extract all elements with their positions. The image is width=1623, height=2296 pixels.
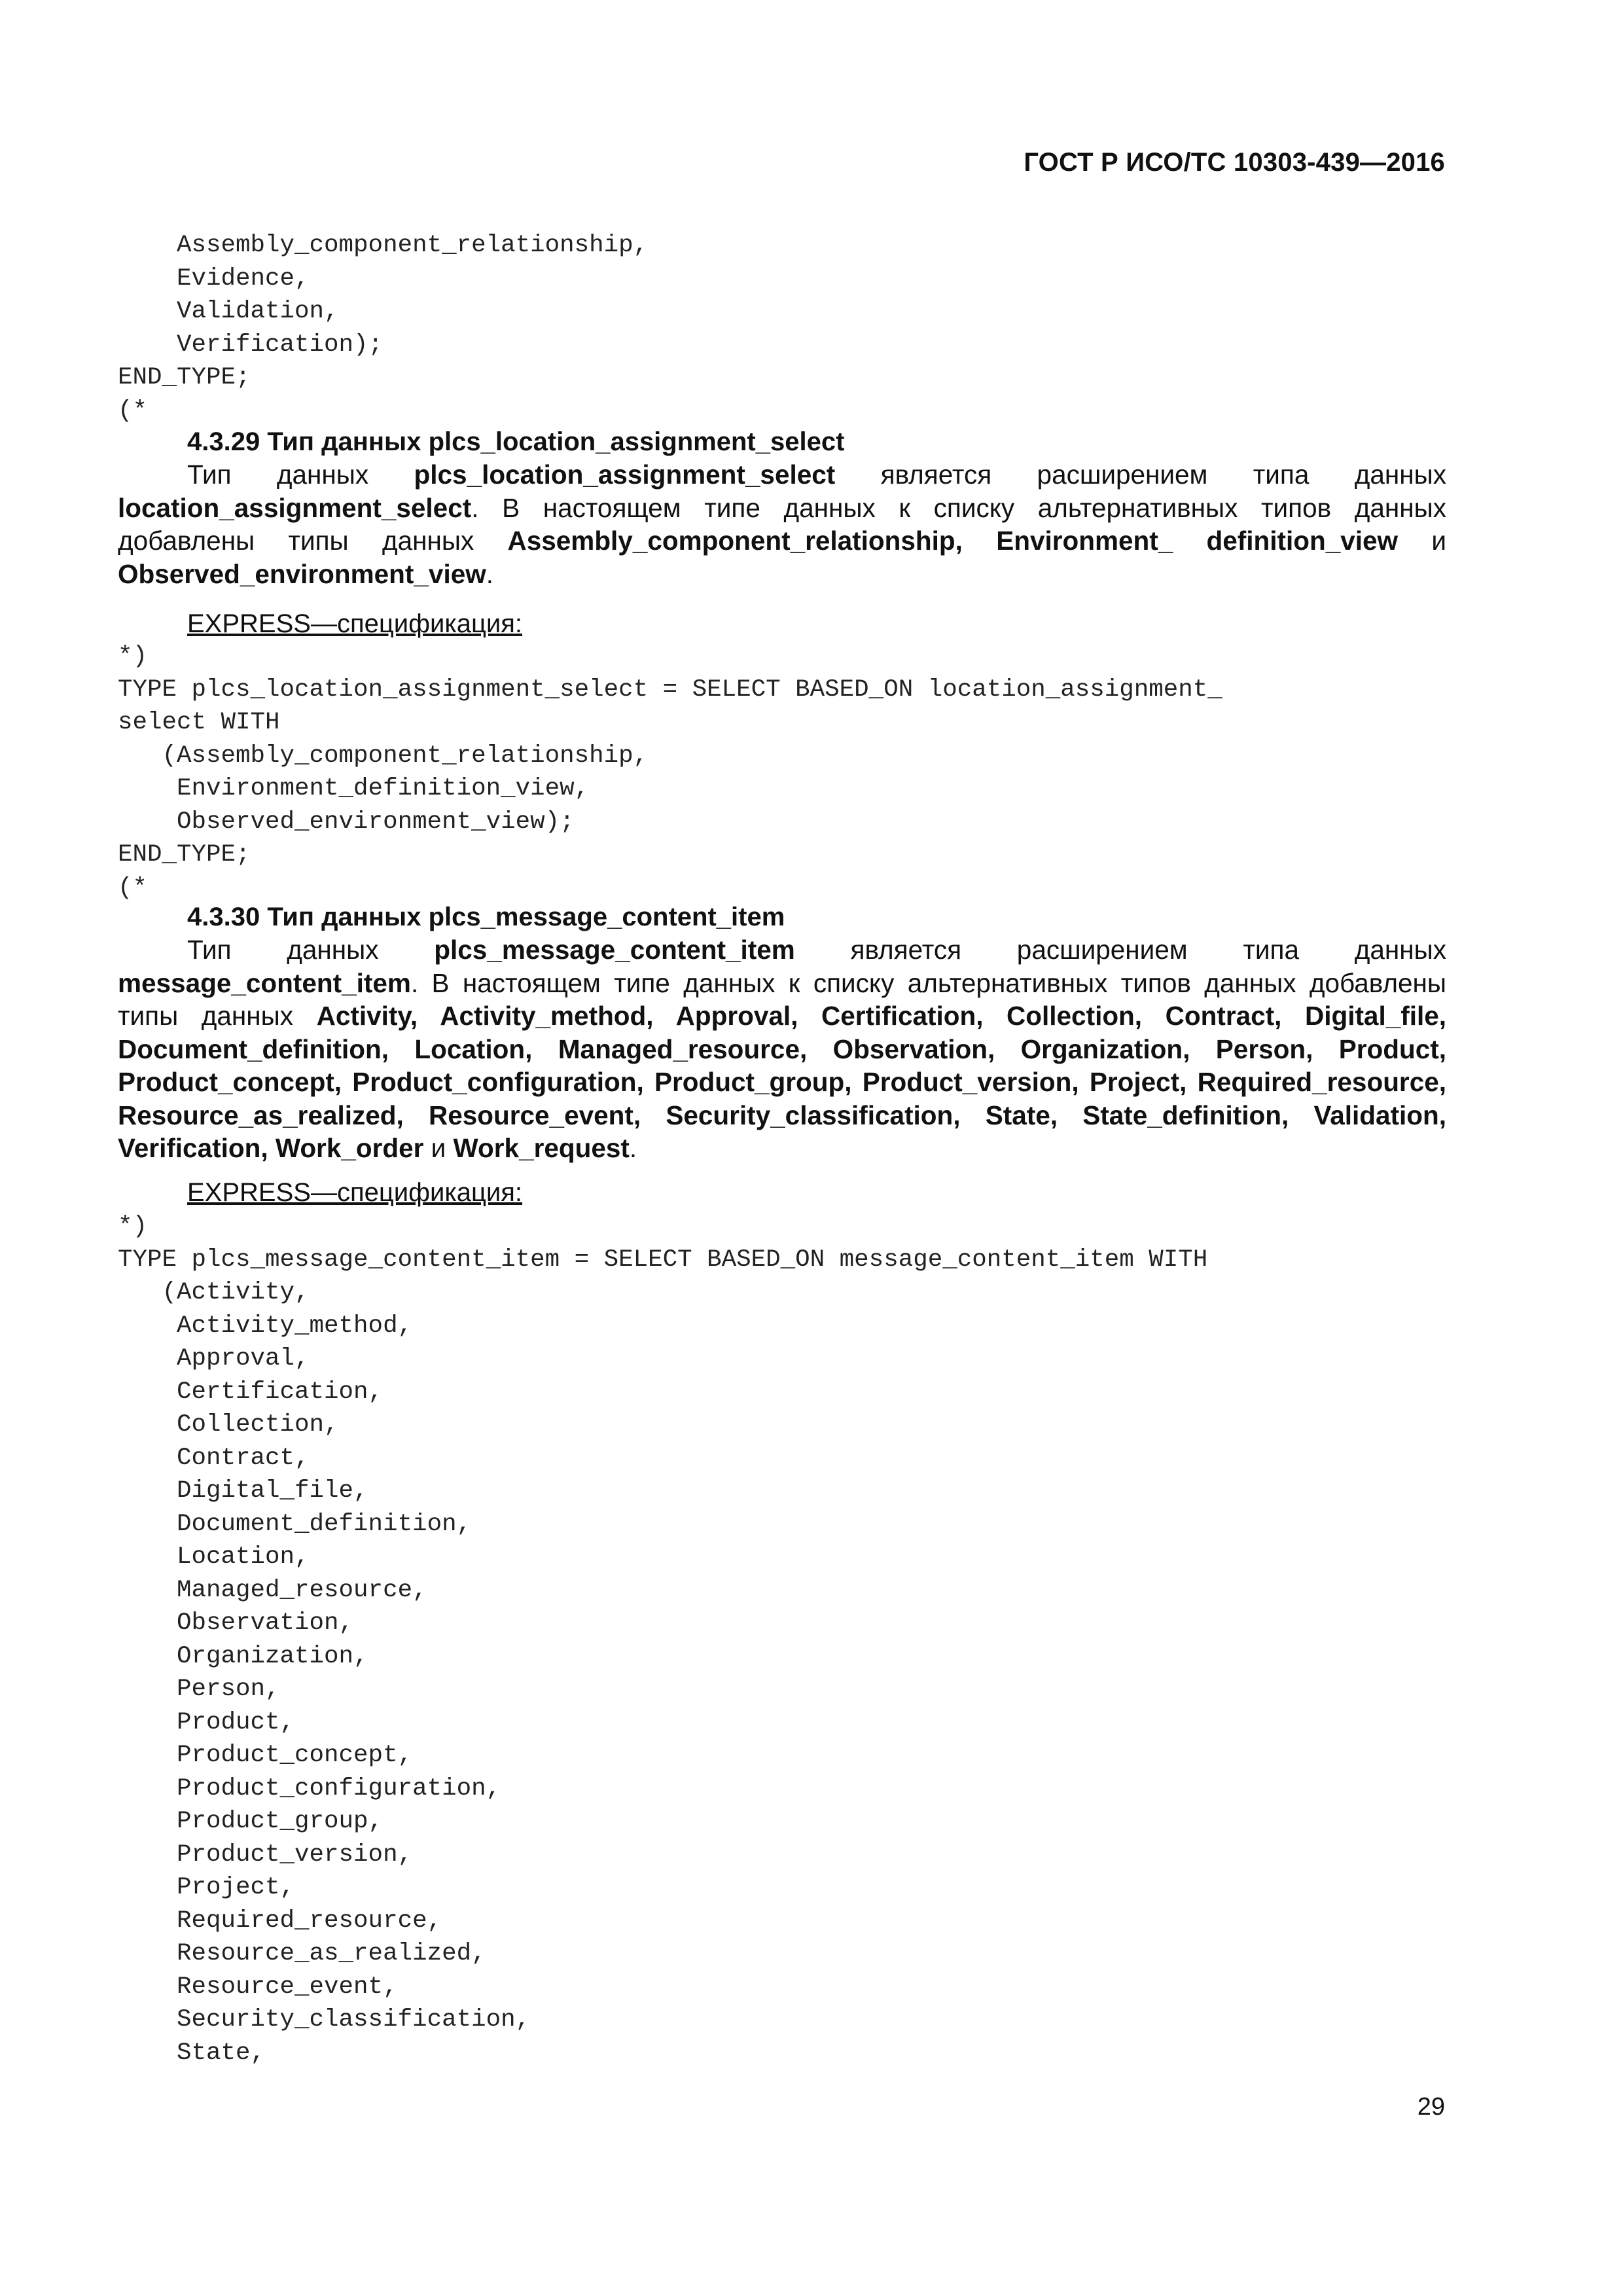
code-line: Evidence, (118, 264, 310, 293)
code-line: Required_resource, (118, 1907, 442, 1935)
code-line: Digital_file, (118, 1477, 368, 1505)
code-line: Certification, (118, 1378, 383, 1406)
express-spec-label: EXPRESS—спецификация: (187, 609, 523, 638)
page-number: 29 (1417, 2093, 1445, 2121)
code-line: TYPE plcs_message_content_item = SELECT BASED_ON message_content_item WITH (118, 1246, 1208, 1274)
code-line: Observation, (118, 1609, 354, 1637)
code-line: Document_definition, (118, 1510, 472, 1538)
code-line: Activity_method, (118, 1312, 413, 1340)
code-line: Assembly_component_relationship, (118, 232, 649, 259)
section-paragraph-4-3-30: Тип данных plcs_message_content_item является расширением типа данных message_content_item. В настоящем типе данных к списку альтернативных типов данных добавлены типы данных Activity, Activity_method, Approval, Certification, Collection, Contract, Digital_file, Document_definition, Location, Managed_resource, Observation, Organization, Person, Product, Product_concept, Product_configuration, Product_group, Product_version, Project, Required_resource, Resource_as_realized, Resource_event, Security_classification, State, State_definition, Validation, Verification, Work_order и Work_request. (118, 935, 1446, 1163)
code-line: TYPE plcs_location_assignment_select = SELECT BASED_ON location_assignment_ (118, 675, 1222, 704)
code-line: Validation, (118, 298, 339, 325)
code-line: Observed_environment_view); (118, 808, 575, 836)
code-line: Product_group, (118, 1808, 383, 1835)
code-line: (Activity, (118, 1279, 310, 1306)
code-line: Contract, (118, 1444, 310, 1472)
section-heading-4-3-29: 4.3.29 Тип данных plcs_location_assignment_select (187, 427, 845, 456)
code-line: (Assembly_component_relationship, (118, 742, 649, 770)
code-line: Person, (118, 1676, 280, 1703)
section-paragraph-4-3-29: Тип данных plcs_location_assignment_select является расширением типа данных location_assignment_select. В настоящем типе данных к списку альтернативных типов данных добавлены типы данных Assembly_component_relationship, Environment_ definition_view и Observed_environment_view. (118, 459, 1446, 589)
code-line: Organization, (118, 1642, 368, 1670)
code-line: Collection, (118, 1411, 339, 1439)
code-line: Managed_resource, (118, 1576, 427, 1604)
code-line: Project, (118, 1874, 295, 1901)
code-line: select WITH (118, 709, 280, 736)
code-line: Verification); (118, 331, 383, 359)
code-line: Product_concept, (118, 1742, 413, 1769)
code-block-1 (118, 229, 648, 427)
code-block-3 (118, 1210, 1207, 2070)
code-line: *) (118, 1213, 148, 1240)
code-line: Resource_as_realized, (118, 1940, 486, 1967)
code-line: Product_version, (118, 1840, 413, 1869)
code-line: Product_configuration, (118, 1774, 501, 1803)
section-heading-4-3-30: 4.3.30 Тип данных plcs_message_content_item (187, 903, 785, 931)
code-line: Resource_event, (118, 1973, 398, 2001)
document-header: ГОСТ Р ИСО/ТС 10303-439—2016 (1024, 148, 1445, 177)
code-line: Environment_definition_view, (118, 775, 590, 802)
code-block-2 (118, 640, 1222, 905)
code-line: END_TYPE; (118, 364, 251, 391)
code-line: Security_classification, (118, 2006, 531, 2034)
code-line: (* (118, 874, 148, 902)
code-line: (* (118, 397, 148, 425)
code-line: Approval, (118, 1345, 310, 1372)
code-line: END_TYPE; (118, 841, 251, 869)
express-spec-label: EXPRESS—спецификация: (187, 1178, 523, 1207)
code-line: *) (118, 643, 148, 670)
code-line: Location, (118, 1543, 310, 1571)
code-line: Product, (118, 1708, 295, 1736)
code-line: State, (118, 2039, 266, 2067)
